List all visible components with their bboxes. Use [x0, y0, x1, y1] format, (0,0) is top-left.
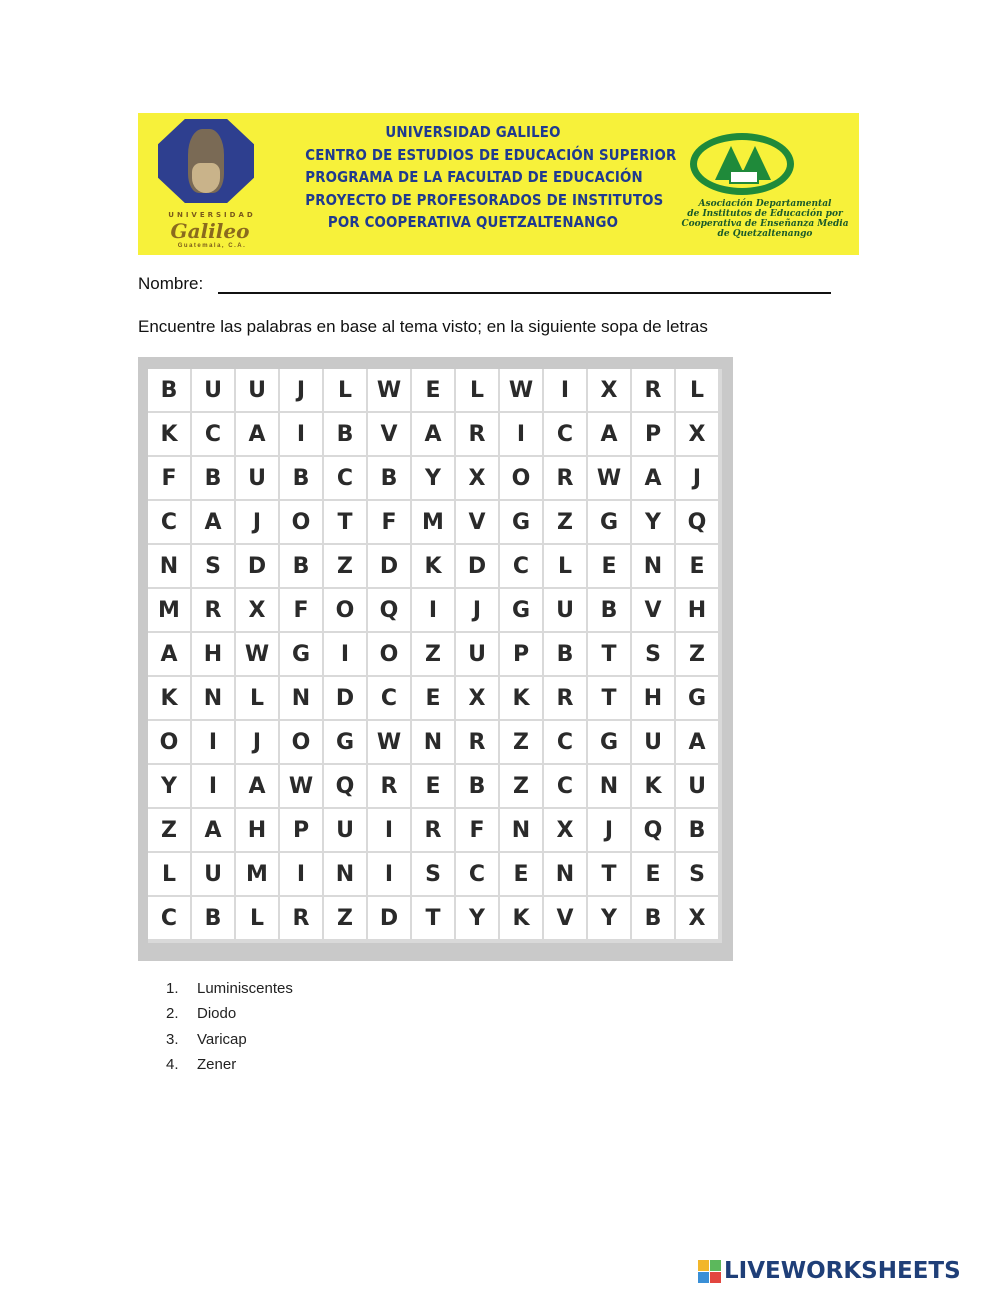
grid-cell[interactable]: R: [456, 413, 498, 455]
grid-cell[interactable]: A: [148, 633, 190, 675]
grid-cell[interactable]: G: [324, 721, 366, 763]
grid-cell[interactable]: O: [324, 589, 366, 631]
grid-cell[interactable]: O: [148, 721, 190, 763]
grid-cell[interactable]: D: [236, 545, 278, 587]
grid-cell[interactable]: L: [676, 369, 718, 411]
grid-cell[interactable]: S: [676, 853, 718, 895]
grid-cell[interactable]: Z: [324, 545, 366, 587]
grid-cell[interactable]: R: [544, 677, 586, 719]
grid-cell[interactable]: E: [500, 853, 542, 895]
grid-cell[interactable]: N: [192, 677, 234, 719]
grid-cell[interactable]: I: [324, 633, 366, 675]
brand-block: [698, 1260, 709, 1271]
grid-cell[interactable]: L: [324, 369, 366, 411]
grid-cell[interactable]: S: [632, 633, 674, 675]
grid-cell[interactable]: N: [632, 545, 674, 587]
word-list-item: [166, 980, 293, 1005]
grid-cell[interactable]: U: [236, 457, 278, 499]
grid-cell[interactable]: C: [456, 853, 498, 895]
word-number: 3.: [166, 1030, 179, 1048]
grid-cell[interactable]: W: [588, 457, 630, 499]
grid-cell[interactable]: J: [236, 721, 278, 763]
university-logo: [152, 119, 260, 249]
grid-cell[interactable]: O: [280, 721, 322, 763]
name-label: Nombre:: [138, 274, 204, 293]
grid-cell[interactable]: Y: [588, 897, 630, 939]
banner-line: PROYECTO DE PROFESORADOS DE INSTITUTOS: [305, 190, 664, 209]
grid-cell[interactable]: Q: [368, 589, 410, 631]
grid-cell[interactable]: Q: [676, 501, 718, 543]
grid-cell[interactable]: K: [500, 677, 542, 719]
grid-cell[interactable]: M: [236, 853, 278, 895]
grid-cell[interactable]: N: [544, 853, 586, 895]
grid-cell[interactable]: T: [412, 897, 454, 939]
grid-cell[interactable]: D: [368, 897, 410, 939]
grid-cell[interactable]: U: [544, 589, 586, 631]
grid-cell[interactable]: J: [456, 589, 498, 631]
word-list-item: [166, 1031, 293, 1056]
header-banner: [138, 113, 859, 255]
grid-cell[interactable]: K: [148, 677, 190, 719]
grid-cell[interactable]: Y: [456, 897, 498, 939]
logo-university-text: UNIVERSIDAD: [168, 211, 256, 219]
grid-cell[interactable]: V: [544, 897, 586, 939]
grid-cell[interactable]: V: [632, 589, 674, 631]
grid-cell[interactable]: W: [500, 369, 542, 411]
grid-cell[interactable]: C: [324, 457, 366, 499]
grid-cell[interactable]: L: [456, 369, 498, 411]
grid-cell[interactable]: W: [280, 765, 322, 807]
grid-cell[interactable]: V: [368, 413, 410, 455]
grid-cell[interactable]: B: [632, 897, 674, 939]
grid-cell[interactable]: B: [192, 457, 234, 499]
galileo-portrait-emblem: [158, 119, 254, 203]
logo-galileo-text: Galileo: [170, 219, 250, 243]
grid-cell[interactable]: D: [324, 677, 366, 719]
word-text: Varicap: [197, 1030, 247, 1048]
grid-cell[interactable]: Z: [148, 809, 190, 851]
word-number: 4.: [166, 1055, 179, 1073]
grid-cell[interactable]: I: [280, 853, 322, 895]
grid-cell[interactable]: D: [368, 545, 410, 587]
word-text: Diodo: [197, 1005, 237, 1023]
grid-cell[interactable]: U: [236, 369, 278, 411]
instructions-text: Encuentre las palabras en base al tema visto; en la siguiente sopa de letras: [138, 317, 708, 336]
grid-cell[interactable]: T: [588, 633, 630, 675]
grid-cell[interactable]: T: [588, 853, 630, 895]
grid-cell[interactable]: C: [500, 545, 542, 587]
grid-cell[interactable]: A: [236, 413, 278, 455]
grid-cell[interactable]: H: [676, 589, 718, 631]
grid-cell[interactable]: A: [588, 413, 630, 455]
grid-cell[interactable]: K: [632, 765, 674, 807]
grid-cell[interactable]: U: [192, 853, 234, 895]
brand-block: [710, 1260, 721, 1271]
grid-cell[interactable]: O: [368, 633, 410, 675]
grid-cell[interactable]: M: [412, 501, 454, 543]
grid-cell[interactable]: G: [588, 501, 630, 543]
grid-cell[interactable]: E: [588, 545, 630, 587]
grid-cell[interactable]: Y: [148, 765, 190, 807]
grid-cell[interactable]: C: [192, 413, 234, 455]
grid-cell[interactable]: C: [148, 501, 190, 543]
grid-cell[interactable]: A: [192, 501, 234, 543]
grid-cell[interactable]: S: [412, 853, 454, 895]
grid-cell[interactable]: I: [544, 369, 586, 411]
grid-cell[interactable]: A: [676, 721, 718, 763]
grid-cell[interactable]: G: [676, 677, 718, 719]
grid-cell[interactable]: U: [632, 721, 674, 763]
grid-cell[interactable]: X: [456, 457, 498, 499]
word-list-item: [166, 1056, 293, 1081]
grid-cell[interactable]: R: [280, 897, 322, 939]
banner-title-block: [278, 121, 677, 234]
grid-cell[interactable]: U: [456, 633, 498, 675]
grid-cell[interactable]: F: [368, 501, 410, 543]
grid-cell[interactable]: L: [236, 897, 278, 939]
grid-cell[interactable]: C: [544, 721, 586, 763]
grid-cell[interactable]: M: [148, 589, 190, 631]
grid-cell[interactable]: O: [280, 501, 322, 543]
banner-line: UNIVERSIDAD GALILEO: [385, 123, 561, 141]
grid-cell[interactable]: N: [500, 809, 542, 851]
grid-cell[interactable]: T: [324, 501, 366, 543]
word-list-item: [166, 1005, 293, 1030]
grid-cell[interactable]: P: [632, 413, 674, 455]
grid-cell[interactable]: B: [676, 809, 718, 851]
grid-cell[interactable]: E: [632, 853, 674, 895]
grid-cell[interactable]: E: [412, 677, 454, 719]
grid-cell[interactable]: U: [324, 809, 366, 851]
grid-cell[interactable]: R: [544, 457, 586, 499]
grid-cell[interactable]: X: [588, 369, 630, 411]
grid-cell[interactable]: C: [368, 677, 410, 719]
grid-cell[interactable]: I: [368, 809, 410, 851]
grid-cell[interactable]: X: [676, 413, 718, 455]
grid-cell[interactable]: B: [368, 457, 410, 499]
banner-line: CENTRO DE ESTUDIOS DE EDUCACIÓN SUPERIOR: [305, 145, 677, 164]
grid-cell[interactable]: U: [192, 369, 234, 411]
word-number: 1.: [166, 980, 179, 997]
grid-cell[interactable]: F: [148, 457, 190, 499]
grid-cell[interactable]: U: [676, 765, 718, 807]
grid-cell[interactable]: Y: [632, 501, 674, 543]
grid-cell[interactable]: G: [280, 633, 322, 675]
word-search-grid[interactable]: [148, 369, 722, 943]
brand-block: [710, 1272, 721, 1283]
grid-cell[interactable]: B: [544, 633, 586, 675]
grid-cell[interactable]: A: [236, 765, 278, 807]
word-text: Zener: [197, 1055, 237, 1073]
grid-cell[interactable]: N: [280, 677, 322, 719]
grid-cell[interactable]: K: [412, 545, 454, 587]
grid-cell[interactable]: E: [412, 369, 454, 411]
grid-cell[interactable]: F: [456, 809, 498, 851]
grid-cell[interactable]: R: [368, 765, 410, 807]
grid-cell[interactable]: H: [236, 809, 278, 851]
word-search-puzzle: [138, 357, 733, 961]
association-text: Asociación Departamental de Institutos de Educación por Cooperativa de Enseñanza Media de Quetzaltenango: [681, 199, 849, 239]
grid-cell[interactable]: K: [500, 897, 542, 939]
grid-cell[interactable]: Q: [632, 809, 674, 851]
grid-cell[interactable]: J: [676, 457, 718, 499]
grid-cell[interactable]: H: [192, 633, 234, 675]
grid-cell[interactable]: B: [456, 765, 498, 807]
word-number: 2.: [166, 1005, 179, 1023]
grid-cell[interactable]: J: [280, 369, 322, 411]
grid-cell[interactable]: Z: [500, 721, 542, 763]
liveworksheets-blocks-icon: [698, 1260, 721, 1283]
grid-cell[interactable]: E: [676, 545, 718, 587]
grid-cell[interactable]: L: [148, 853, 190, 895]
word-text: Luminiscentes: [197, 980, 293, 997]
grid-cell[interactable]: N: [324, 853, 366, 895]
association-emblem-icon: [690, 133, 794, 195]
association-logo: [680, 133, 850, 248]
grid-cell[interactable]: K: [148, 413, 190, 455]
name-input-line[interactable]: [218, 292, 831, 294]
grid-cell[interactable]: J: [236, 501, 278, 543]
grid-cell[interactable]: V: [456, 501, 498, 543]
grid-cell[interactable]: W: [236, 633, 278, 675]
grid-cell[interactable]: X: [456, 677, 498, 719]
grid-cell[interactable]: A: [632, 457, 674, 499]
word-list: [166, 980, 293, 1081]
brand-block: [698, 1272, 709, 1283]
grid-cell[interactable]: N: [588, 765, 630, 807]
grid-cell[interactable]: A: [192, 809, 234, 851]
grid-cell[interactable]: B: [192, 897, 234, 939]
grid-cell[interactable]: B: [148, 369, 190, 411]
grid-cell[interactable]: J: [588, 809, 630, 851]
grid-cell[interactable]: Z: [412, 633, 454, 675]
grid-cell[interactable]: L: [544, 545, 586, 587]
grid-cell[interactable]: R: [456, 721, 498, 763]
grid-cell[interactable]: D: [456, 545, 498, 587]
grid-cell[interactable]: L: [236, 677, 278, 719]
grid-cell[interactable]: C: [544, 765, 586, 807]
grid-cell[interactable]: P: [500, 633, 542, 675]
liveworksheets-logo: [698, 1256, 961, 1286]
grid-cell[interactable]: I: [280, 413, 322, 455]
grid-cell[interactable]: G: [588, 721, 630, 763]
grid-cell[interactable]: I: [412, 589, 454, 631]
grid-cell[interactable]: G: [500, 501, 542, 543]
grid-cell[interactable]: P: [280, 809, 322, 851]
grid-cell[interactable]: O: [500, 457, 542, 499]
grid-cell[interactable]: Z: [544, 501, 586, 543]
grid-cell[interactable]: H: [632, 677, 674, 719]
grid-cell[interactable]: N: [412, 721, 454, 763]
grid-cell[interactable]: X: [676, 897, 718, 939]
grid-cell[interactable]: T: [588, 677, 630, 719]
grid-cell[interactable]: W: [368, 721, 410, 763]
grid-cell[interactable]: C: [544, 413, 586, 455]
grid-cell[interactable]: A: [412, 413, 454, 455]
grid-cell[interactable]: R: [192, 589, 234, 631]
grid-cell[interactable]: C: [148, 897, 190, 939]
grid-cell[interactable]: S: [192, 545, 234, 587]
grid-cell[interactable]: Z: [676, 633, 718, 675]
grid-cell[interactable]: X: [236, 589, 278, 631]
grid-cell[interactable]: I: [192, 721, 234, 763]
grid-cell[interactable]: I: [368, 853, 410, 895]
banner-line: PROGRAMA DE LA FACULTAD DE EDUCACIÓN: [305, 168, 643, 186]
grid-cell[interactable]: Z: [500, 765, 542, 807]
grid-cell[interactable]: B: [280, 457, 322, 499]
logo-location-text: Guatemala, C.A.: [177, 243, 247, 249]
grid-cell[interactable]: R: [412, 809, 454, 851]
grid-cell[interactable]: G: [500, 589, 542, 631]
banner-line: POR COOPERATIVA QUETZALTENANGO: [327, 213, 619, 231]
grid-cell[interactable]: N: [148, 545, 190, 587]
liveworksheets-brand-text: LIVEWORKSHEETS: [724, 1258, 961, 1284]
grid-cell[interactable]: X: [544, 809, 586, 851]
grid-cell[interactable]: E: [412, 765, 454, 807]
grid-cell[interactable]: B: [324, 413, 366, 455]
grid-cell[interactable]: Y: [412, 457, 454, 499]
grid-cell[interactable]: Z: [324, 897, 366, 939]
grid-cell[interactable]: F: [280, 589, 322, 631]
grid-cell[interactable]: W: [368, 369, 410, 411]
grid-cell[interactable]: B: [588, 589, 630, 631]
grid-cell[interactable]: R: [632, 369, 674, 411]
grid-cell[interactable]: I: [500, 413, 542, 455]
grid-cell[interactable]: B: [280, 545, 322, 587]
grid-cell[interactable]: I: [192, 765, 234, 807]
grid-cell[interactable]: Q: [324, 765, 366, 807]
